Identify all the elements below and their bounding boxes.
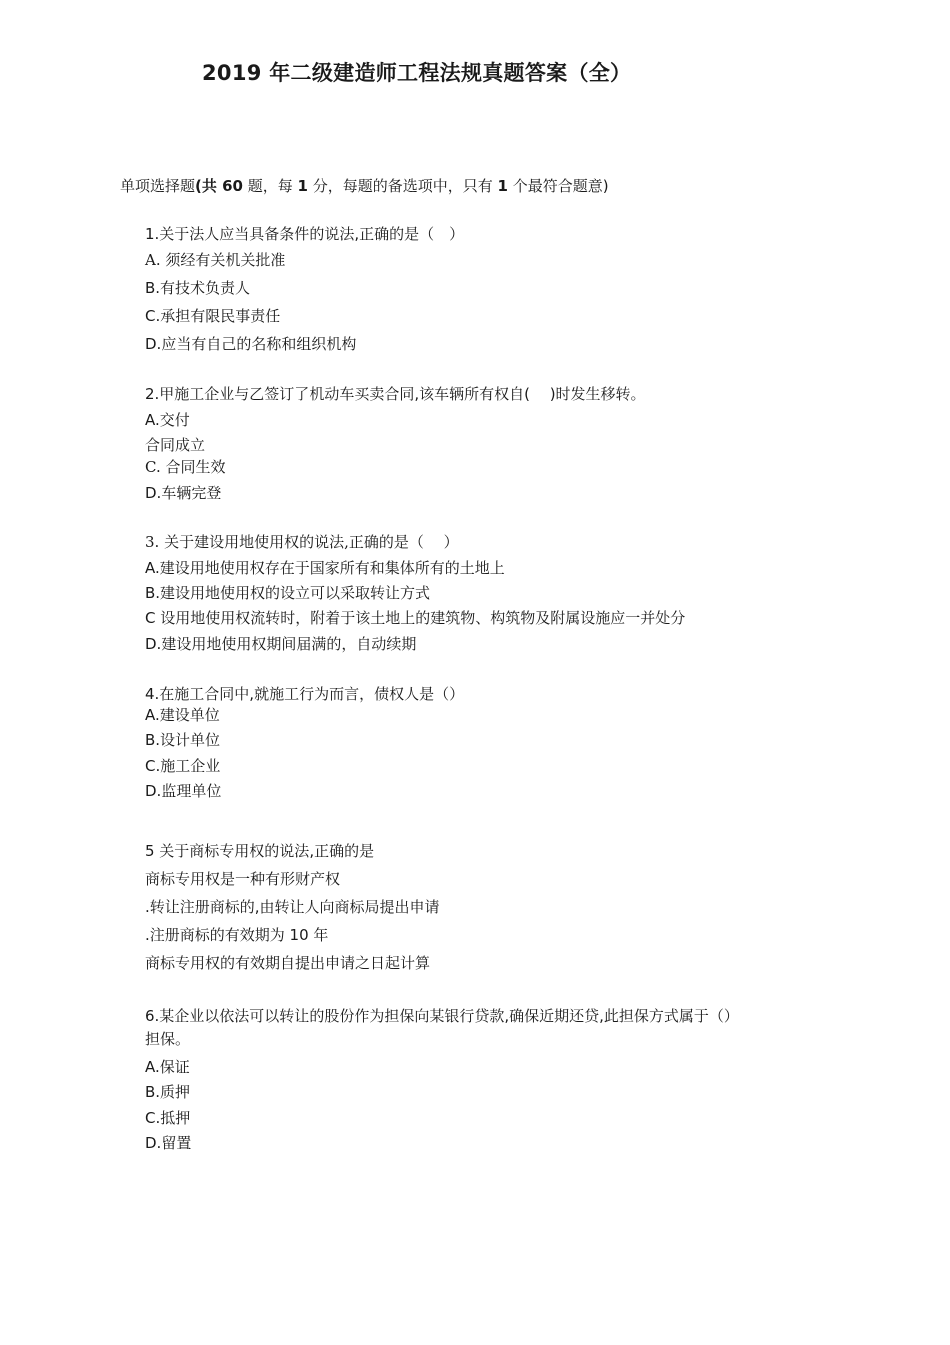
question-option: B.有技术负责人	[145, 279, 251, 297]
question-option: A.建设用地使用权存在于国家所有和集体所有的土地上	[145, 559, 505, 577]
question-stem: 2.甲施工企业与乙签订了机动车买卖合同,该车辆所有权自( )时发生移转。	[145, 385, 646, 403]
question-stem: 5 关于商标专用权的说法,正确的是	[145, 842, 375, 860]
question-option: 商标专用权是一种有形财产权	[145, 870, 341, 888]
intro-suffix: 个最符合题意)	[507, 177, 609, 195]
intro-mid2: 分，每题的备选项中，只有	[307, 177, 498, 195]
question-option: A. 须经有关机关批准	[145, 251, 286, 269]
intro-mid1: 题，每	[242, 177, 298, 195]
question-option: D.留置	[145, 1134, 192, 1152]
question-option: D.应当有自己的名称和组织机构	[145, 335, 357, 353]
question-option: A.建设单位	[145, 706, 220, 724]
question-option: C.承担有限民事责任	[145, 307, 281, 325]
intro-points: 1	[297, 177, 308, 195]
section-intro	[120, 175, 609, 196]
question-option: .注册商标的有效期为 10 年	[145, 926, 329, 944]
question-option: 商标专用权的有效期自提出申请之日起计算	[145, 954, 431, 972]
question-stem-continuation: 担保。	[145, 1030, 191, 1048]
question-option: D.监理单位	[145, 782, 222, 800]
question-option: D.车辆完登	[145, 484, 222, 502]
intro-prefix: 单项选择题	[120, 177, 196, 195]
question-option: A.交付	[145, 411, 190, 429]
question-stem: 4.在施工合同中,就施工行为而言，债权人是（）	[145, 685, 465, 703]
question-option: C.抵押	[145, 1109, 191, 1127]
question-option: .转让注册商标的,由转让人向商标局提出申请	[145, 898, 440, 916]
document-title: 2019 年二级建造师工程法规真题答案（全）	[202, 61, 632, 85]
question-option: D.建设用地使用权期间届满的，自动续期	[145, 635, 417, 653]
question-stem: 3. 关于建设用地使用权的说法,正确的是（ ）	[145, 533, 459, 551]
question-stem: 1.关于法人应当具备条件的说法,正确的是（ ）	[145, 225, 465, 243]
intro-question-count: (共 60	[195, 177, 243, 195]
intro-best-count: 1	[497, 177, 508, 195]
question-option: C.施工企业	[145, 757, 221, 775]
question-stem: 6.某企业以依法可以转让的股份作为担保向某银行贷款,确保近期还贷,此担保方式属于（）	[145, 1007, 739, 1025]
question-option: 合同成立	[145, 436, 206, 454]
question-option: A.保证	[145, 1058, 190, 1076]
question-option: C 设用地使用权流转时，附着于该土地上的建筑物、构筑物及附属设施应一并处分	[145, 609, 686, 627]
question-option: C. 合同生效	[145, 458, 226, 476]
question-option: B.建设用地使用权的设立可以采取转让方式	[145, 584, 431, 602]
question-option: B.质押	[145, 1083, 191, 1101]
question-option: B.设计单位	[145, 731, 221, 749]
